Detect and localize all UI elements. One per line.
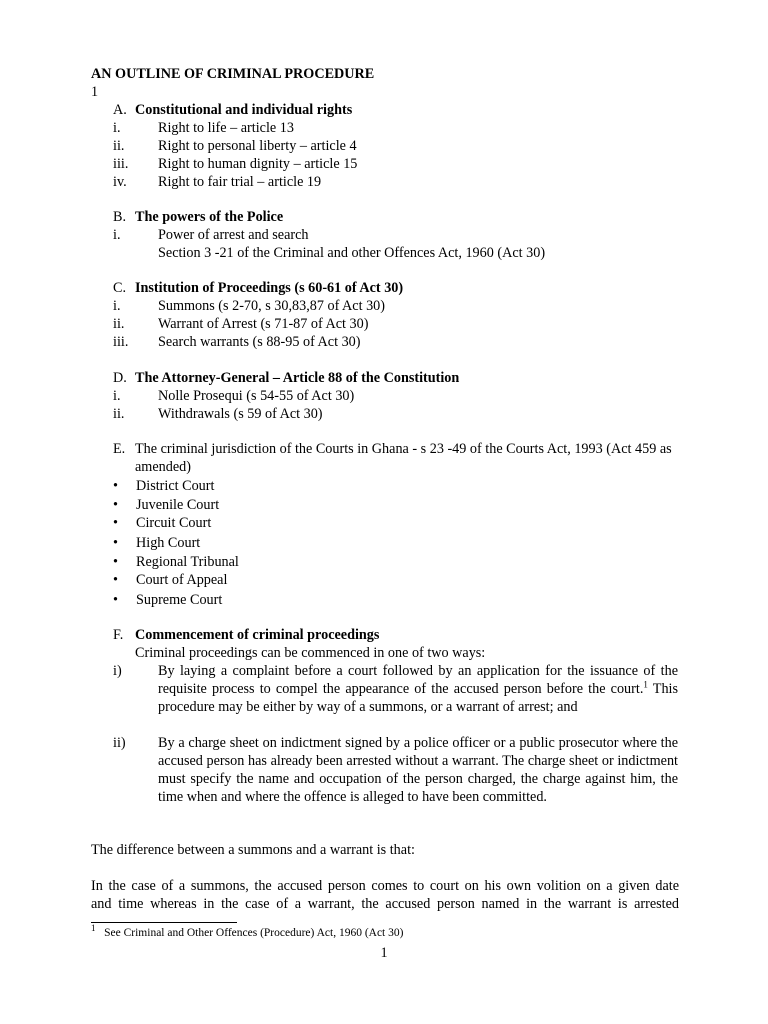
list-item-number: ii.: [113, 316, 125, 332]
court-name: Court of Appeal: [136, 572, 228, 588]
section-f-heading: [113, 626, 713, 644]
footnote-text: See Criminal and Other Offences (Procedure) Act, 1960 (Act 30): [104, 927, 404, 939]
list-item-number: i.: [113, 388, 121, 404]
section-b-letter: B.: [113, 209, 127, 225]
footnote-reference[interactable]: 1: [643, 679, 648, 690]
document-title: AN OUTLINE OF CRIMINAL PROCEDURE: [91, 66, 375, 82]
section-d-heading: [113, 369, 713, 387]
section-f-title: Commencement of criminal proceedings: [135, 627, 380, 643]
section-e-letter: E.: [113, 441, 126, 457]
list-item-number: iv.: [113, 174, 127, 190]
bullet-icon: •: [113, 535, 118, 551]
list-item-text: Right to fair trial – article 19: [158, 174, 322, 190]
section-d-title: The Attorney-General – Article 88 of the Constitution: [135, 370, 460, 386]
list-item-text-main: By laying a complaint before a court followed by an application for the issuance of the requisite process to compel the appearance of the accused person before the court.: [158, 663, 678, 697]
section-f-letter: F.: [113, 627, 124, 643]
list-item-text: Withdrawals (s 59 of Act 30): [158, 406, 323, 422]
bullet-icon: •: [113, 497, 118, 513]
section-b-title: The powers of the Police: [135, 209, 284, 225]
page-number: 1: [380, 945, 388, 961]
list-item-text: Right to personal liberty – article 4: [158, 138, 357, 154]
section-e-text: The criminal jurisdiction of the Courts in Ghana - s 23 -49 of the Courts Act, 1993 (Act 459 as amended): [135, 441, 672, 475]
list-item-text: Right to life – article 13: [158, 120, 294, 136]
court-name: Circuit Court: [136, 515, 212, 531]
list-item-text: Warrant of Arrest (s 71-87 of Act 30): [158, 316, 369, 332]
bullet-icon: •: [113, 592, 118, 608]
bullet-icon: •: [113, 554, 118, 570]
body-paragraph-line: In the case of a summons, the accused person comes to court on his own volition on a given date: [91, 878, 679, 894]
footnote-mark: 1: [91, 923, 96, 934]
section-c-heading: [113, 279, 713, 297]
page-reference: 1: [91, 84, 99, 100]
section-c-letter: C.: [113, 280, 127, 296]
bullet-icon: •: [113, 478, 118, 494]
list-item-number: iii.: [113, 156, 129, 172]
list-item: [113, 734, 678, 806]
section-a-letter: A.: [113, 102, 127, 118]
list-item-number: i.: [113, 298, 121, 314]
section-a-title: Constitutional and individual rights: [135, 102, 353, 118]
bullet-icon: •: [113, 572, 118, 588]
list-item-text-tail: This procedure may be either by way of a summons, or a warrant of arrest; and: [158, 681, 679, 715]
footnote: [91, 923, 404, 940]
section-f-intro: Criminal proceedings can be commenced in one of two ways:: [135, 645, 486, 661]
section-c-title: Institution of Proceedings (s 60-61 of Act 30): [135, 280, 404, 296]
list-item-text: Summons (s 2-70, s 30,83,87 of Act 30): [158, 298, 385, 314]
list-item-number: i.: [113, 227, 121, 243]
list-item-number: ii.: [113, 138, 125, 154]
list-item-number: ii.: [113, 406, 125, 422]
list-item-number: i): [113, 663, 122, 679]
list-item-number: ii): [113, 735, 126, 751]
list-item-text: Right to human dignity – article 15: [158, 156, 358, 172]
court-name: Supreme Court: [136, 592, 223, 608]
section-b-heading: [113, 208, 713, 226]
list-item-text: Power of arrest and search: [158, 227, 309, 243]
list-item-number: i.: [113, 120, 121, 136]
list-item-text: [158, 662, 678, 716]
court-name: District Court: [136, 478, 215, 494]
section-e-heading: [113, 440, 679, 476]
list-item-number: iii.: [113, 334, 129, 350]
list-item-text: Search warrants (s 88-95 of Act 30): [158, 334, 361, 350]
list-item-continuation: Section 3 -21 of the Criminal and other Offences Act, 1960 (Act 30): [158, 245, 546, 261]
court-name: Juvenile Court: [136, 497, 220, 513]
footnote-divider: [91, 922, 237, 923]
body-paragraph-line: and time whereas in the case of a warrant, the accused person named in the warrant is arrested: [91, 896, 679, 912]
bullet-icon: •: [113, 515, 118, 531]
court-name: High Court: [136, 535, 201, 551]
list-item-text: Nolle Prosequi (s 54-55 of Act 30): [158, 388, 355, 404]
court-name: Regional Tribunal: [136, 554, 239, 570]
body-paragraph: The difference between a summons and a warrant is that:: [91, 842, 415, 858]
section-d-letter: D.: [113, 370, 127, 386]
list-item-text: By a charge sheet on indictment signed by a police officer or a public prosecutor where the accused person has already been arrested without a warrant. The charge sheet or indictment must specify the name and occupation of the person charged, the charge against him, the time when and where the offence is alleged to have been committed.: [158, 735, 678, 805]
list-item: [113, 662, 678, 716]
section-a-heading: [113, 101, 713, 119]
